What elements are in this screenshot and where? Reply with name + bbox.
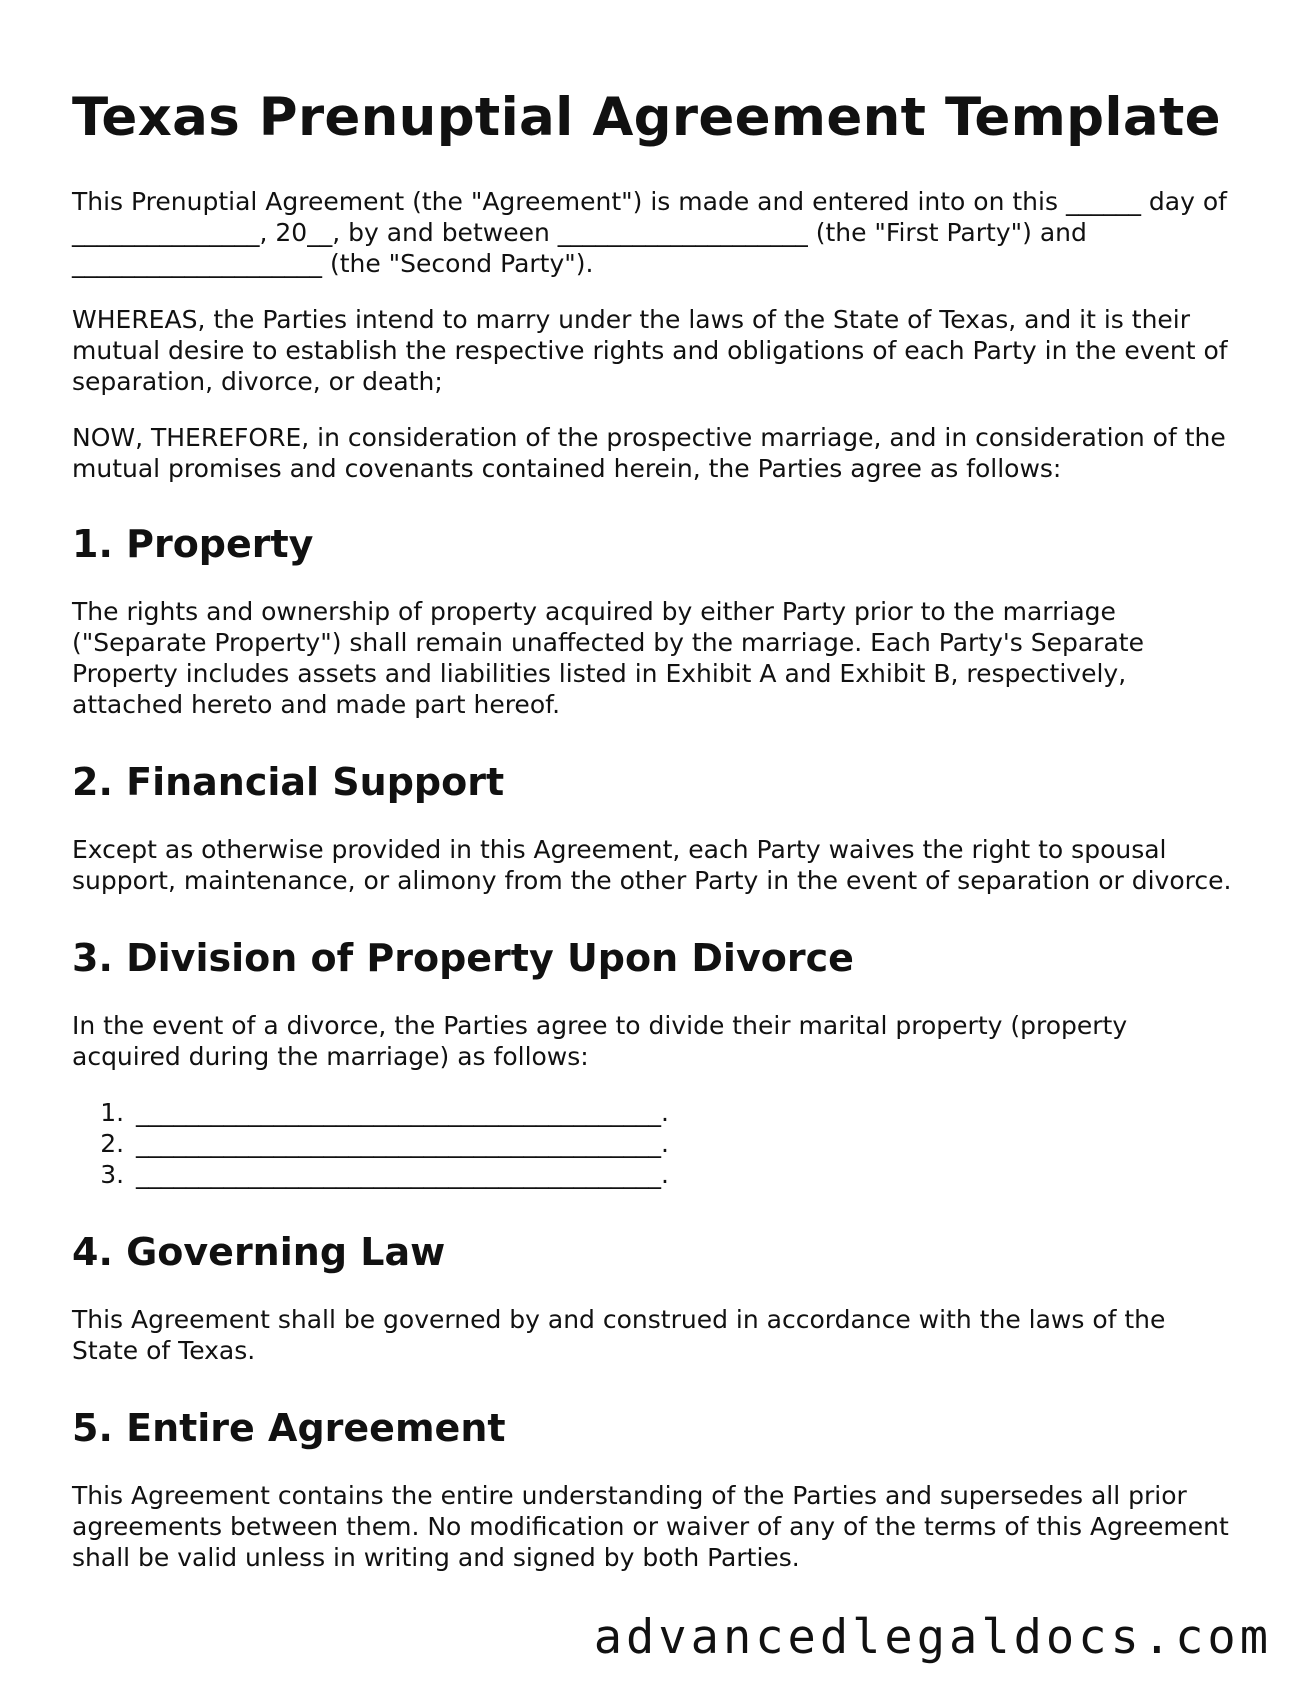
section-body-financial-support: Except as otherwise provided in this Agreement, each Party waives the right to spousal support, maintenance, or alimony from the other Party in the event of separation or divorce. [72, 835, 1232, 895]
list-item: 2. __________________________________________. [132, 1128, 1237, 1159]
list-item: 3. __________________________________________. [132, 1159, 1237, 1190]
section-heading-entire-agreement: 5. Entire Agreement [72, 1406, 506, 1450]
section-heading-division-of-property: 3. Division of Property Upon Divorce [72, 936, 854, 980]
whereas-paragraph: WHEREAS, the Parties intend to marry under the laws of the State of Texas, and it is their mutual desire to establish the respective rights and obligations of each Party in the event of separation, divorce, or death; [72, 305, 1228, 396]
section-body-property: The rights and ownership of property acquired by either Party prior to the marriage ("Separate Property") shall remain unaffected by the marriage. Each Party's Separate Property includes assets and liabilities listed in Exhibit A and Exhibit B, respectively, attached hereto and made part hereof. [72, 597, 1144, 719]
document-title: Texas Prenuptial Agreement Template [72, 87, 1221, 148]
section-heading-property: 1. Property [72, 522, 314, 566]
section-body-division-of-property: In the event of a divorce, the Parties agree to divide their marital property (property acquired during the marriage) as follows: [72, 1011, 1128, 1071]
document-page [72, 88, 1237, 1598]
list-item: 1. __________________________________________. [132, 1097, 1237, 1128]
section-body-entire-agreement: This Agreement contains the entire understanding of the Parties and supersedes all prior agreements between them. No modification or waiver of any of the terms of this Agreement shall be valid unless in writing and signed by both Parties. [72, 1481, 1229, 1572]
intro-paragraph: This Prenuptial Agreement (the "Agreement") is made and entered into on this ______ day of _______________, 20__, by and between ____________________ (the "First Party") and ____________________ (the "Second Party"). [72, 187, 1227, 278]
section-heading-governing-law: 4. Governing Law [72, 1230, 446, 1274]
division-blank-list [72, 1097, 1237, 1190]
now-therefore-paragraph: NOW, THEREFORE, in consideration of the prospective marriage, and in consideration of the mutual promises and covenants contained herein, the Parties agree as follows: [72, 423, 1226, 483]
section-body-governing-law: This Agreement shall be governed by and construed in accordance with the laws of the State of Texas. [72, 1305, 1166, 1365]
section-heading-financial-support: 2. Financial Support [72, 760, 505, 804]
site-watermark: advancedlegaldocs.com [593, 1610, 1272, 1665]
